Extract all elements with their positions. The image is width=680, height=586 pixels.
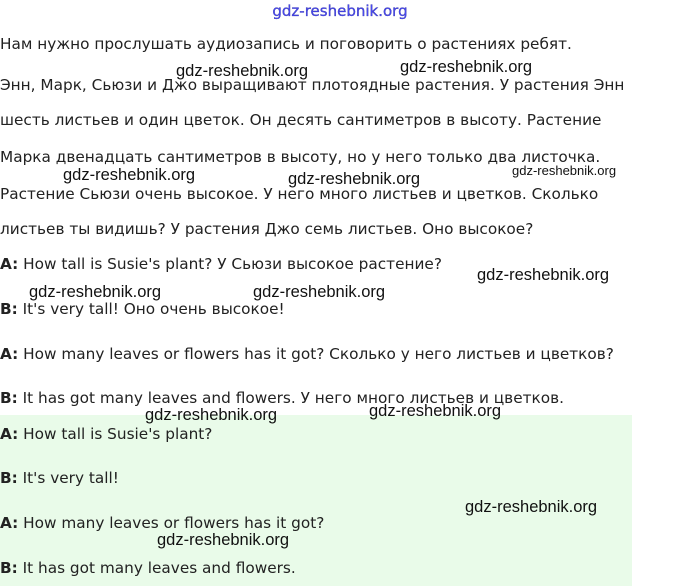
watermark: gdz-reshebnik.org — [369, 402, 502, 420]
paragraph-line: шесть листьев и один цветок. Он десять сантиметров в высоту. Растение — [0, 111, 602, 129]
paragraph-line: листьев ты видишь? У растения Джо семь листьев. Оно высокое? — [0, 220, 534, 238]
watermark: gdz-reshebnik.org — [512, 163, 617, 178]
dialogue-line — [0, 345, 614, 364]
speaker-label: B: — [0, 300, 18, 318]
paragraph-line: Растение Сьюзи очень высокое. У него много листьев и цветков. Сколько — [0, 185, 599, 203]
watermark: gdz-reshebnik.org — [29, 283, 162, 301]
answer-line — [0, 559, 296, 578]
speaker-label: B: — [0, 559, 18, 577]
speaker-label: A: — [0, 345, 19, 363]
watermark: gdz-reshebnik.org — [176, 62, 309, 80]
answer-text: It's very tall! — [17, 469, 119, 487]
answer-text: How tall is Susie's plant? — [18, 425, 213, 443]
dialogue-text: How tall is Susie's plant? У Сьюзи высокое растение? — [18, 255, 442, 273]
watermark: gdz-reshebnik.org — [253, 283, 386, 301]
header-watermark: gdz-reshebnik.org — [272, 2, 408, 20]
watermark: gdz-reshebnik.org — [63, 166, 196, 184]
paragraph-line: Нам нужно прослушать аудиозапись и поговорить о растениях ребят. — [0, 35, 572, 53]
speaker-label: B: — [0, 469, 18, 487]
dialogue-text: How many leaves or flowers has it got? Сколько у него листьев и цветков? — [18, 345, 614, 363]
answer-line — [0, 469, 119, 488]
dialogue-text: It's very tall! Оно очень высокое! — [17, 300, 285, 318]
watermark: gdz-reshebnik.org — [145, 406, 278, 424]
paragraph-line: Марка двенадцать сантиметров в высоту, но у него только два листочка. — [0, 148, 601, 166]
watermark: gdz-reshebnik.org — [400, 58, 533, 76]
speaker-label: A: — [0, 425, 19, 443]
watermark: gdz-reshebnik.org — [477, 266, 610, 284]
watermark: gdz-reshebnik.org — [288, 170, 421, 188]
watermark: gdz-reshebnik.org — [465, 498, 598, 516]
watermark: gdz-reshebnik.org — [157, 531, 290, 549]
dialogue-line — [0, 255, 442, 274]
answer-text: It has got many leaves and flowers. — [17, 559, 296, 577]
speaker-label: A: — [0, 514, 19, 532]
speaker-label: A: — [0, 255, 19, 273]
answer-text: How many leaves or flowers has it got? — [18, 514, 325, 532]
dialogue-text: It has got many leaves and flowers. У него много листьев и цветков. — [17, 389, 564, 407]
answer-line — [0, 425, 212, 444]
dialogue-line — [0, 300, 285, 319]
paragraph-line: Энн, Марк, Сьюзи и Джо выращивают плотоядные растения. У растения Энн — [0, 76, 625, 94]
speaker-label: B: — [0, 389, 18, 407]
